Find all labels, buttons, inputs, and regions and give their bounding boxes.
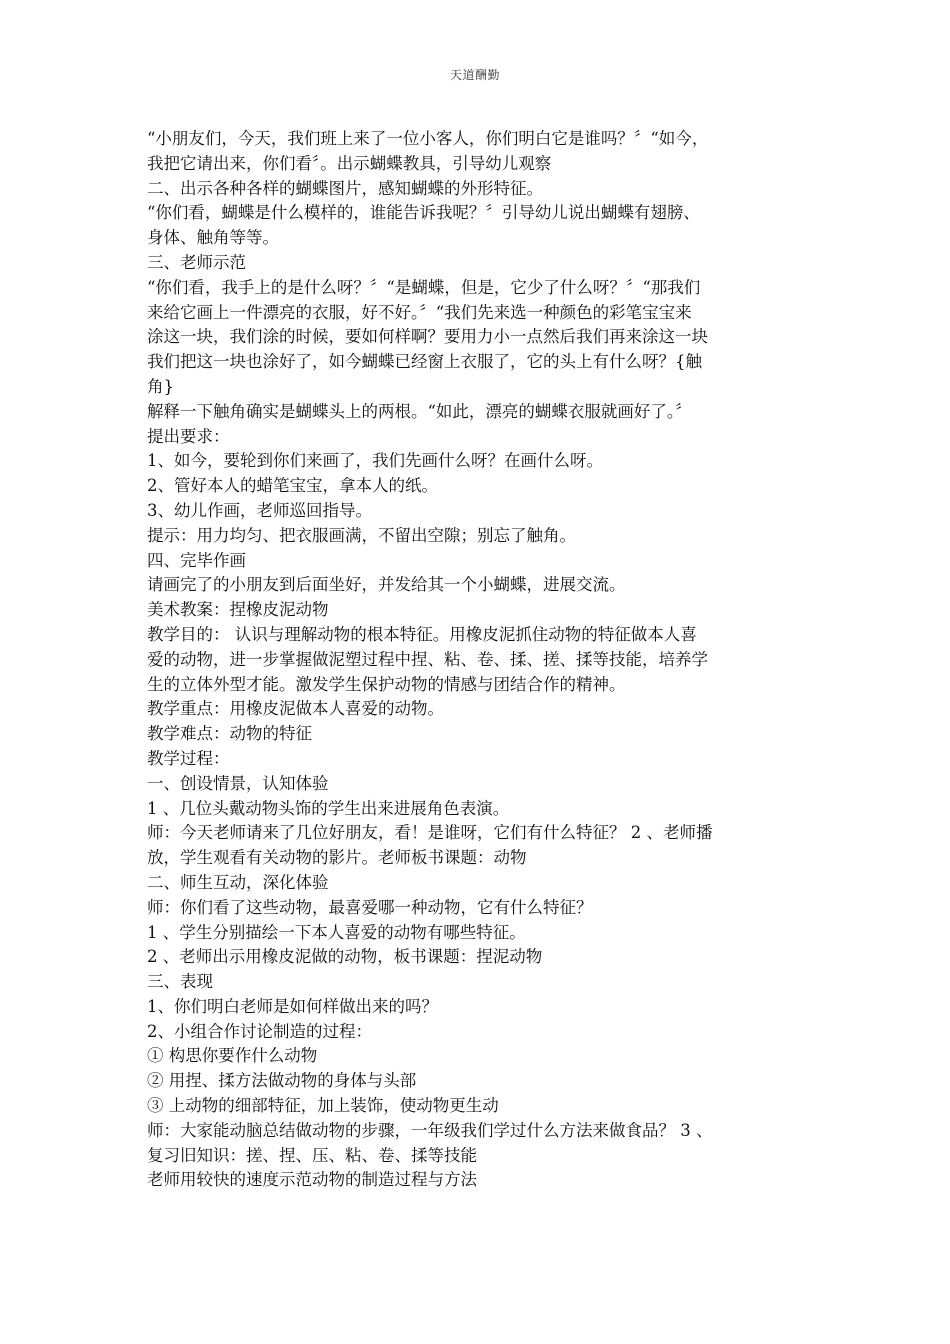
text-line: 爱的动物，进一步掌握做泥塑过程中捏、粘、卷、揉、搓、揉等技能，培养学 <box>147 649 708 669</box>
text-line: 3、幼儿作画，老师巡回指导。 <box>147 500 372 520</box>
text-line: 师：今天老师请来了几位好朋友，看！是谁呀，它们有什么特征？ 2 、老师播 <box>147 823 713 843</box>
text-line: “你们看，我手上的是什么呀？〞“是蝴蝶，但是，它少了什么呀？〞“那我们 <box>147 277 701 297</box>
text-line: 我把它请出来，你们看〞。出示蝴蝶教具，引导幼儿观察 <box>147 153 552 173</box>
text-line: 美术教案：捏橡皮泥动物 <box>147 600 329 620</box>
text-line: 二、师生互动，深化体验 <box>147 872 329 892</box>
text-line: 生的立体外型才能。激发学生保护动物的情感与团结合作的精神。 <box>147 674 626 694</box>
text-line: 教学目的： 认识与理解动物的根本特征。用橡皮泥抓住动物的特征做本人喜 <box>147 624 697 644</box>
text-line: ② 用捏、揉方法做动物的身体与头部 <box>147 1071 417 1091</box>
text-line: 1、你们明白老师是如何样做出来的吗？ <box>147 996 438 1016</box>
text-line: ③ 上动物的细部特征，加上装饰，使动物更生动 <box>147 1096 499 1116</box>
text-line: 四、完毕作画 <box>147 550 246 570</box>
text-line: 1 、学生分别描绘一下本人喜爱的动物有哪些特征。 <box>147 922 526 942</box>
text-line: ① 构思你要作什么动物 <box>147 1046 318 1066</box>
text-line: 师：大家能动脑总结做动物的步骤，一年级我们学过什么方法来做食品？ 3 、 <box>147 1120 713 1140</box>
page-header: 天道酬勤 <box>449 68 500 82</box>
text-line: 复习旧知识：搓、捏、压、粘、卷、揉等技能 <box>147 1145 477 1165</box>
text-line: 三、表现 <box>147 972 213 992</box>
text-line: 教学过程： <box>147 748 230 768</box>
text-line: 角} <box>147 376 174 396</box>
text-line: 身体、触角等等。 <box>147 228 279 248</box>
text-line: 三、老师示范 <box>147 252 246 272</box>
text-line: 涂这一块，我们涂的时候，要如何样啊？要用力小一点然后我们再来涂这一块 <box>147 327 708 347</box>
text-line: 放，学生观看有关动物的影片。老师板书课题：动物 <box>147 848 527 868</box>
text-line: 师：你们看了这些动物，最喜爱哪一种动物，它有什么特征？ <box>147 897 593 917</box>
text-line: 二、出示各种各样的蝴蝶图片，感知蝴蝶的外形特征。 <box>147 178 543 198</box>
text-line: 教学重点：用橡皮泥做本人喜爱的动物。 <box>147 699 444 719</box>
text-line: 1、如今，要轮到你们来画了，我们先画什么呀？在画什么呀。 <box>147 451 603 471</box>
text-line: 提出要求： <box>147 426 230 446</box>
text-line: 2 、老师出示用橡皮泥做的动物，板书课题：捏泥动物 <box>147 947 543 967</box>
text-line: 来给它画上一件漂亮的衣服，好不好。〞“我们先来选一种颜色的彩笔宝宝来 <box>147 302 692 322</box>
text-line: 2、小组合作讨论制造的过程： <box>147 1021 372 1041</box>
text-line: “小朋友们，今天，我们班上来了一位小客人，你们明白它是谁吗？〞“如今， <box>147 129 709 148</box>
text-line: 一、创设情景，认知体验 <box>147 773 329 793</box>
text-line: 提示：用力均匀、把衣服画满，不留出空隙；别忘了触角。 <box>147 525 576 545</box>
text-line: 2、管好本人的蜡笔宝宝，拿本人的纸。 <box>147 476 438 496</box>
text-line: 老师用较快的速度示范动物的制造过程与方法 <box>147 1170 477 1190</box>
text-line: 教学难点：动物的特征 <box>147 724 312 744</box>
document-body <box>147 127 807 1193</box>
text-line: “你们看，蝴蝶是什么模样的，谁能告诉我呢？〞引导幼儿说出蝴蝶有翅膀、 <box>147 203 700 223</box>
text-line: 我们把这一块也涂好了，如今蝴蝶已经窗上衣服了，它的头上有什么呀？{触 <box>147 352 702 372</box>
text-line: 1 、几位头戴动物头饰的学生出来进展角色表演。 <box>147 798 510 818</box>
text-line: 解释一下触角确实是蝴蝶头上的两根。“如此，漂亮的蝴蝶衣服就画好了。〞 <box>147 401 692 421</box>
text-line: 请画完了的小朋友到后面坐好，并发给其一个小蝴蝶，进展交流。 <box>147 575 626 595</box>
